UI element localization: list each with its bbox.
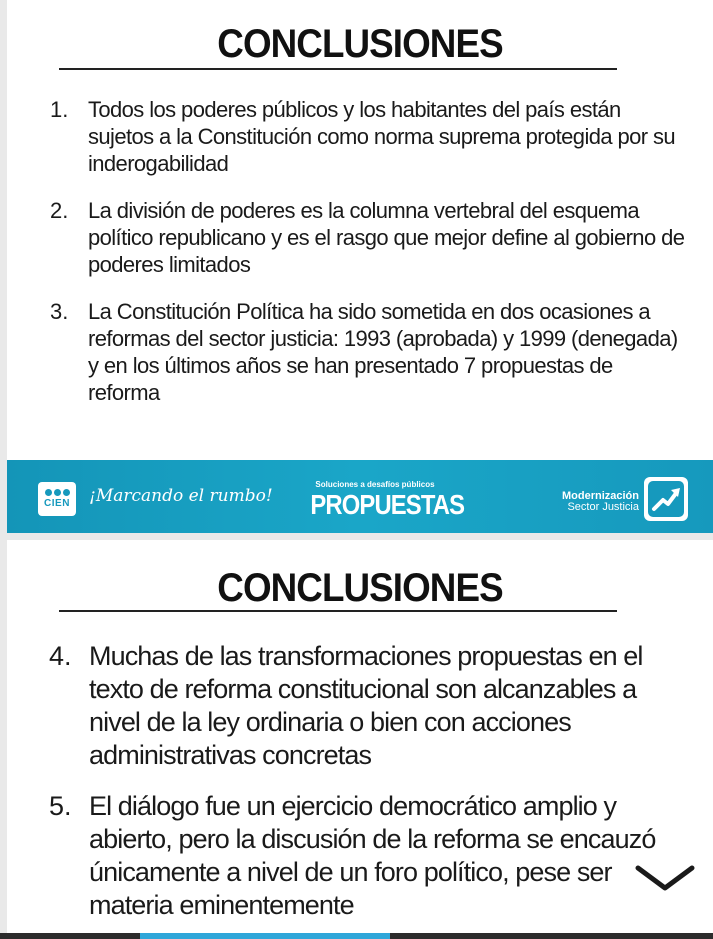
item-number: 4. xyxy=(49,641,72,671)
sector-justicia-label: Sector Justicia xyxy=(567,501,639,513)
slide-2 xyxy=(7,540,713,939)
slide-1-title-rule xyxy=(59,68,617,70)
item-text: La Constitución Política ha sido sometida en dos ocasiones a reformas del sector justicia: 1993 (aprobada) y 1999 (denegada) y en los últimos años se han presentado 7 propuestas de reforma xyxy=(88,299,678,405)
slide-footer-banner xyxy=(7,460,713,533)
propuestas-subtitle: Soluciones a desafíos públicos xyxy=(315,480,435,489)
logo-text: CIEN xyxy=(44,498,70,509)
item-text: Todos los poderes públicos y los habitantes del país están sujetos a la Constitución como norma suprema protegida por su inderogabilidad xyxy=(88,97,676,176)
item-text: Muchas de las transformaciones propuestas en el texto de reforma constitucional son alcanzables a nivel de la ley ordinaria o bien con acciones administrativas concretas xyxy=(89,641,643,770)
list-item xyxy=(7,197,713,278)
slide-1 xyxy=(7,0,713,460)
list-item xyxy=(7,96,713,177)
modernizacion-label: Modernización xyxy=(561,490,639,502)
slide-2-conclusions-list xyxy=(7,640,713,939)
list-item xyxy=(7,790,713,922)
slide-1-title: CONCLUSIONES xyxy=(217,22,503,66)
slide-2-title: CONCLUSIONES xyxy=(217,566,503,610)
banner-tagline: ¡Marcando el rumbo! xyxy=(89,486,273,506)
list-item xyxy=(7,298,713,406)
propuestas-title: PROPUESTAS xyxy=(310,489,465,520)
slide-1-conclusions-list xyxy=(7,96,713,426)
item-number: 5. xyxy=(49,791,72,821)
slide-2-title-rule xyxy=(59,610,617,612)
cien-logo-icon xyxy=(38,482,76,516)
chevron-down-icon[interactable] xyxy=(634,862,696,894)
item-text: La división de poderes es la columna vertebral del esquema político republicano y es el rasgo que mejor define al gobierno de poderes limitados xyxy=(88,198,685,277)
item-number: 1. xyxy=(50,97,69,122)
trend-arrow-icon xyxy=(644,477,688,521)
item-text: El diálogo fue un ejercicio democrático amplio y abierto, pero la discusión de la reforma se encauzó únicamente a nivel de un foro político, pese ser materia eminentemente xyxy=(89,791,656,920)
item-number: 3. xyxy=(50,299,69,324)
item-number: 2. xyxy=(50,198,69,223)
list-item xyxy=(7,640,713,772)
scroll-progress-track xyxy=(0,933,713,939)
scroll-progress-indicator xyxy=(140,933,390,939)
